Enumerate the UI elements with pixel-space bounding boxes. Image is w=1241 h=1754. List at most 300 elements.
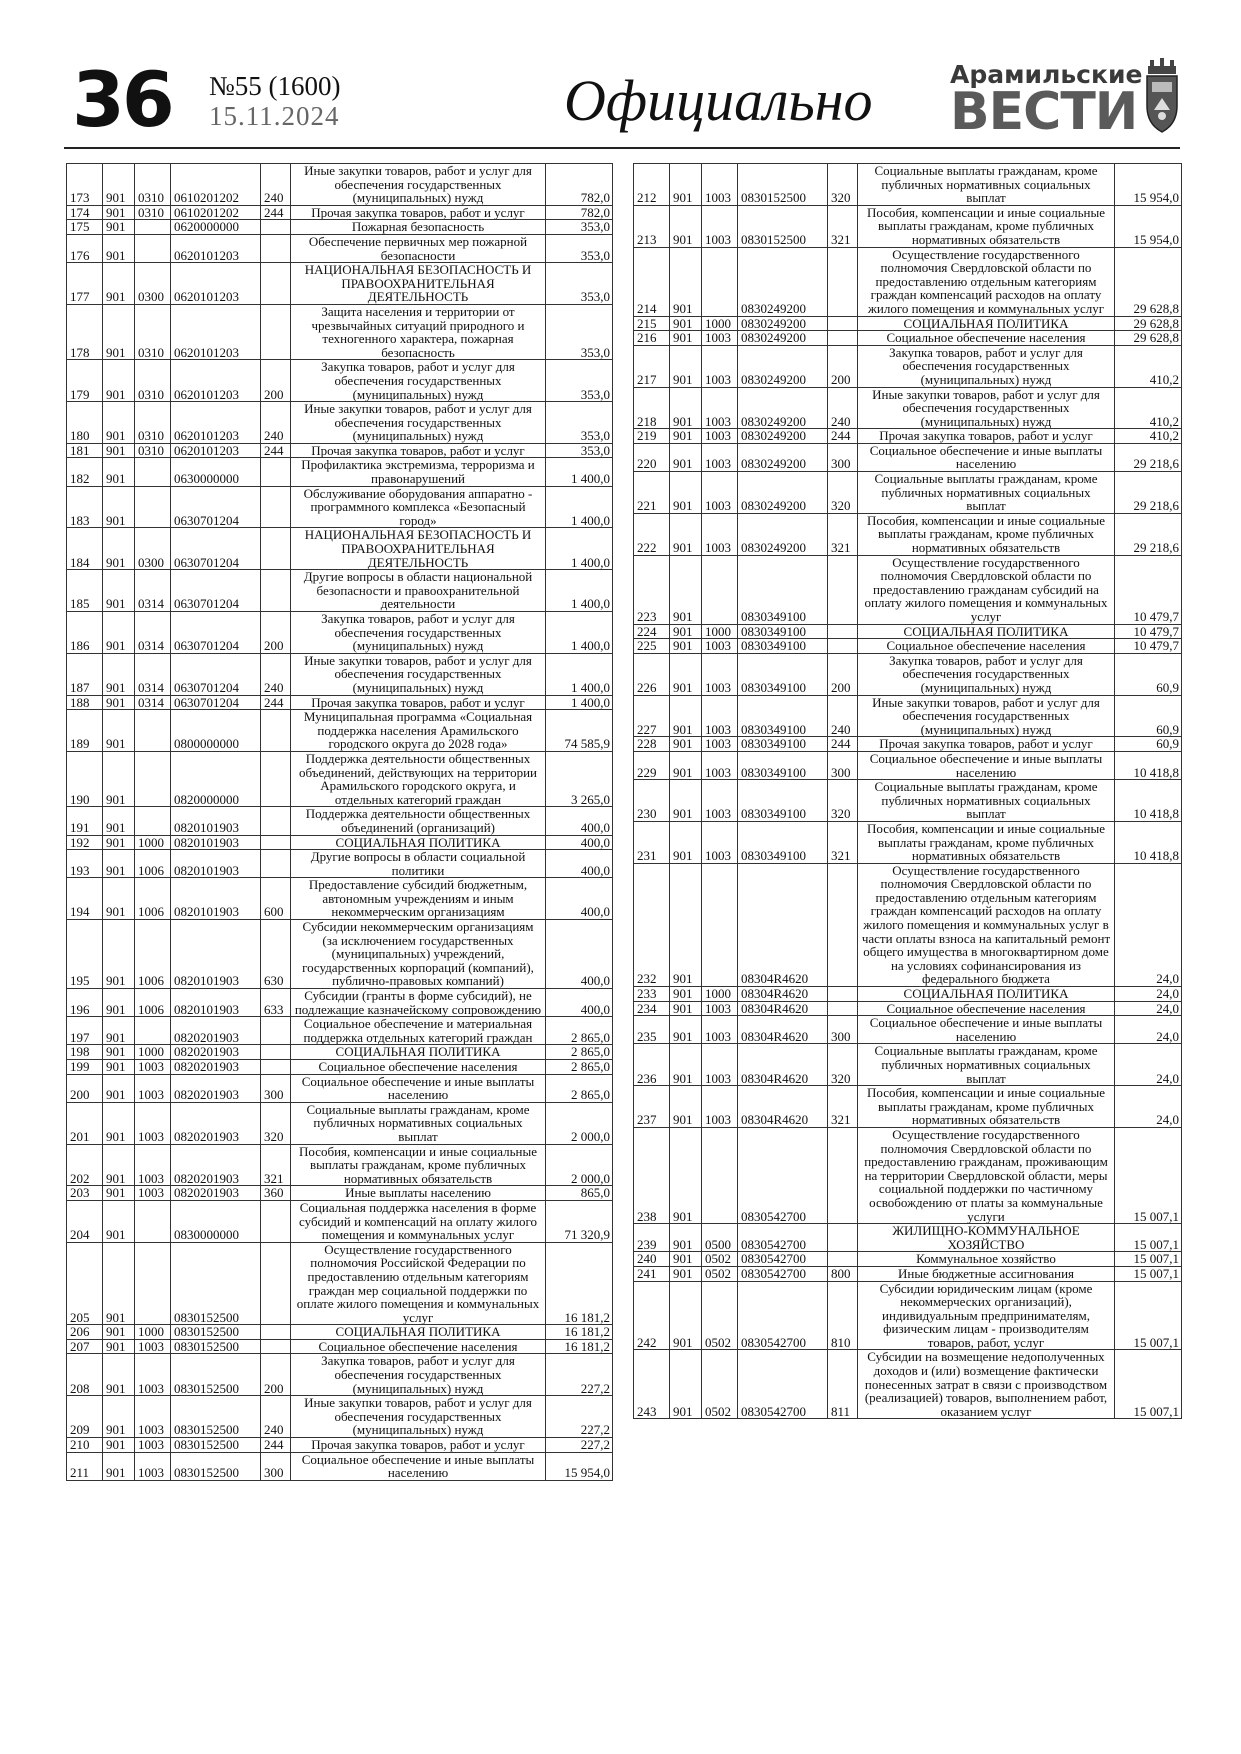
target-code: 0830249200 [738, 316, 828, 331]
item-name: Защита населения и территории от чрезвычайных ситуаций природного и техногенного характера, пожарная безопасность [291, 304, 546, 359]
amount: 1 400,0 [546, 570, 613, 612]
admin-code: 901 [103, 360, 135, 402]
admin-code: 901 [103, 989, 135, 1017]
item-name: Обслуживание оборудования аппаратно - программного комплекса «Безопасный город» [291, 486, 546, 528]
row-number: 204 [67, 1200, 103, 1242]
expense-type: 321 [828, 205, 858, 247]
table-row [634, 987, 1182, 1002]
section-code: 1003 [702, 1086, 738, 1128]
expense-type [261, 570, 291, 612]
item-name: Социальное обеспечение населения [291, 1339, 546, 1354]
expense-type [828, 1224, 858, 1252]
item-name: Социальное обеспечение и иные выплаты населению [858, 443, 1115, 471]
expense-type [261, 1242, 291, 1325]
target-code: 0820101903 [171, 850, 261, 878]
target-code: 0820101903 [171, 989, 261, 1017]
admin-code: 901 [103, 458, 135, 486]
section-code [135, 710, 171, 752]
row-number: 221 [634, 472, 670, 514]
admin-code: 901 [103, 695, 135, 710]
section-code [135, 486, 171, 528]
amount: 782,0 [546, 205, 613, 220]
amount: 10 418,8 [1115, 780, 1182, 822]
row-number: 184 [67, 528, 103, 570]
table-row [634, 1001, 1182, 1016]
admin-code: 901 [670, 1001, 702, 1016]
amount: 29 218,6 [1115, 513, 1182, 555]
table-row [634, 331, 1182, 346]
target-code: 0620101203 [171, 402, 261, 444]
admin-code: 901 [103, 402, 135, 444]
section-code [135, 458, 171, 486]
table-row [67, 1102, 613, 1144]
section-code: 1003 [135, 1144, 171, 1186]
amount: 60,9 [1115, 737, 1182, 752]
item-name: Иные закупки товаров, работ и услуг для обеспечения государственных (муниципальных) нужд [291, 653, 546, 695]
table-row [67, 1354, 613, 1396]
table-row [634, 205, 1182, 247]
item-name: СОЦИАЛЬНАЯ ПОЛИТИКА [858, 624, 1115, 639]
row-number: 237 [634, 1086, 670, 1128]
target-code: 0830249200 [738, 513, 828, 555]
section-code: 1000 [135, 1325, 171, 1340]
item-name: Пожарная безопасность [291, 220, 546, 235]
table-row [634, 863, 1182, 986]
expense-type: 240 [261, 1396, 291, 1438]
amount: 3 265,0 [546, 751, 613, 806]
target-code: 0630701204 [171, 695, 261, 710]
expense-type: 320 [828, 780, 858, 822]
expense-type: 244 [261, 205, 291, 220]
target-code: 08304R4620 [738, 987, 828, 1002]
table-row [634, 316, 1182, 331]
section-code: 1003 [702, 164, 738, 206]
amount: 24,0 [1115, 1016, 1182, 1044]
table-row [634, 1266, 1182, 1281]
expense-type [828, 639, 858, 654]
section-code: 1006 [135, 989, 171, 1017]
target-code: 0830349100 [738, 821, 828, 863]
section-code: 1003 [702, 780, 738, 822]
section-code [702, 247, 738, 316]
section-code: 1003 [702, 751, 738, 779]
row-number: 213 [634, 205, 670, 247]
section-code: 1003 [702, 387, 738, 429]
expense-type [828, 316, 858, 331]
row-number: 202 [67, 1144, 103, 1186]
row-number: 180 [67, 402, 103, 444]
target-code: 0620101203 [171, 263, 261, 305]
section-code [135, 220, 171, 235]
item-name: Социальные выплаты гражданам, кроме публичных нормативных социальных выплат [858, 472, 1115, 514]
item-name: Коммунальное хозяйство [858, 1252, 1115, 1267]
admin-code: 901 [103, 1242, 135, 1325]
amount: 10 479,7 [1115, 624, 1182, 639]
table-row [67, 1074, 613, 1102]
section-code: 1003 [135, 1354, 171, 1396]
brand-name-top: Арамильские [950, 60, 1143, 89]
expense-type: 321 [828, 513, 858, 555]
amount: 15 954,0 [1115, 205, 1182, 247]
expense-type: 811 [828, 1350, 858, 1419]
target-code: 0830249200 [738, 443, 828, 471]
section-code: 1006 [135, 850, 171, 878]
expense-type: 244 [261, 1438, 291, 1453]
expense-type: 300 [261, 1074, 291, 1102]
admin-code: 901 [670, 443, 702, 471]
budget-table-left [66, 163, 613, 1481]
section-code: 1003 [135, 1074, 171, 1102]
item-name: Социальное обеспечение населения [291, 1060, 546, 1075]
amount: 400,0 [546, 878, 613, 920]
section-code: 1000 [135, 835, 171, 850]
row-number: 176 [67, 234, 103, 262]
expense-type: 321 [828, 821, 858, 863]
target-code: 0610201202 [171, 205, 261, 220]
item-name: Субсидии некоммерческим организациям (за исключением государственных (муниципальных) учреждений, государственных корпораций (компаний), публично-правовых компаний) [291, 920, 546, 989]
item-name: Предоставление субсидий бюджетным, автономным учреждениям и иным некоммерческим организациям [291, 878, 546, 920]
item-name: Социальное обеспечение и иные выплаты населению [858, 751, 1115, 779]
table-row [67, 878, 613, 920]
section-code [135, 807, 171, 835]
item-name: Прочая закупка товаров, работ и услуг [291, 1438, 546, 1453]
amount: 2 000,0 [546, 1102, 613, 1144]
expense-type [261, 1200, 291, 1242]
admin-code: 901 [670, 1350, 702, 1419]
expense-type [261, 1017, 291, 1045]
section-code: 1003 [135, 1396, 171, 1438]
row-number: 192 [67, 835, 103, 850]
row-number: 242 [634, 1281, 670, 1350]
expense-type [261, 710, 291, 752]
target-code: 0820101903 [171, 878, 261, 920]
expense-type: 200 [261, 612, 291, 654]
row-number: 195 [67, 920, 103, 989]
admin-code: 901 [103, 835, 135, 850]
target-code: 0620101203 [171, 360, 261, 402]
row-number: 211 [67, 1452, 103, 1480]
expense-type [828, 247, 858, 316]
row-number: 220 [634, 443, 670, 471]
amount: 15 007,1 [1115, 1350, 1182, 1419]
table-row [67, 205, 613, 220]
expense-type [828, 331, 858, 346]
admin-code: 901 [103, 1354, 135, 1396]
row-number: 217 [634, 345, 670, 387]
table-row [634, 443, 1182, 471]
section-code: 0314 [135, 612, 171, 654]
table-row [67, 443, 613, 458]
admin-code: 901 [670, 555, 702, 624]
target-code: 0620101203 [171, 234, 261, 262]
admin-code: 901 [103, 164, 135, 206]
section-code: 1003 [702, 821, 738, 863]
expense-type [261, 835, 291, 850]
table-row [634, 751, 1182, 779]
item-name: Социальное обеспечение и иные выплаты населению [291, 1074, 546, 1102]
expense-type [261, 220, 291, 235]
table-row [634, 1252, 1182, 1267]
row-number: 201 [67, 1102, 103, 1144]
item-name: Социальное обеспечение населения [858, 331, 1115, 346]
expense-type [261, 263, 291, 305]
expense-type: 244 [261, 695, 291, 710]
admin-code: 901 [670, 695, 702, 737]
amount: 1 400,0 [546, 458, 613, 486]
section-code: 0314 [135, 570, 171, 612]
table-row [634, 513, 1182, 555]
item-name: Пособия, компенсации и иные социальные выплаты гражданам, кроме публичных нормативных обязательств [291, 1144, 546, 1186]
row-number: 193 [67, 850, 103, 878]
section-code: 1003 [702, 429, 738, 444]
expense-type: 240 [261, 653, 291, 695]
item-name: Прочая закупка товаров, работ и услуг [858, 737, 1115, 752]
admin-code: 901 [670, 863, 702, 986]
admin-code: 901 [103, 220, 135, 235]
section-code: 0502 [702, 1281, 738, 1350]
expense-type [261, 807, 291, 835]
amount: 16 181,2 [546, 1325, 613, 1340]
row-number: 223 [634, 555, 670, 624]
expense-type: 633 [261, 989, 291, 1017]
item-name: Иные выплаты населению [291, 1186, 546, 1201]
target-code: 0830542700 [738, 1252, 828, 1267]
target-code: 0620000000 [171, 220, 261, 235]
amount: 1 400,0 [546, 528, 613, 570]
table-row [67, 1438, 613, 1453]
table-row [67, 751, 613, 806]
item-name: Субсидии (гранты в форме субсидий), не подлежащие казначейскому сопровождению [291, 989, 546, 1017]
table-row [634, 387, 1182, 429]
admin-code: 901 [103, 751, 135, 806]
section-code: 1000 [702, 316, 738, 331]
section-title: Официально [564, 68, 873, 133]
target-code: 0830542700 [738, 1350, 828, 1419]
amount: 15 007,1 [1115, 1252, 1182, 1267]
expense-type: 300 [828, 751, 858, 779]
table-row [67, 1242, 613, 1325]
table-row [67, 486, 613, 528]
item-name: Прочая закупка товаров, работ и услуг [291, 443, 546, 458]
row-number: 236 [634, 1044, 670, 1086]
row-number: 231 [634, 821, 670, 863]
section-code [702, 555, 738, 624]
row-number: 173 [67, 164, 103, 206]
amount: 227,2 [546, 1438, 613, 1453]
target-code: 0820201903 [171, 1045, 261, 1060]
item-name: Закупка товаров, работ и услуг для обеспечения государственных (муниципальных) нужд [291, 1354, 546, 1396]
table-row [634, 624, 1182, 639]
amount: 2 865,0 [546, 1074, 613, 1102]
admin-code: 901 [670, 1252, 702, 1267]
section-code: 1000 [702, 987, 738, 1002]
expense-type: 320 [828, 164, 858, 206]
section-code: 0502 [702, 1350, 738, 1419]
expense-type [261, 528, 291, 570]
amount: 2 000,0 [546, 1144, 613, 1186]
target-code: 0830152500 [171, 1325, 261, 1340]
admin-code: 901 [670, 345, 702, 387]
row-number: 206 [67, 1325, 103, 1340]
section-code: 1003 [702, 1044, 738, 1086]
admin-code: 901 [103, 1017, 135, 1045]
target-code: 0820201903 [171, 1017, 261, 1045]
item-name: Субсидии юридическим лицам (кроме некоммерческих организаций), индивидуальным предпринимателям, физическим лицам - производителям товаров, работ, услуг [858, 1281, 1115, 1350]
item-name: Субсидии на возмещение недополученных доходов и (или) возмещение фактически понесенных затрат в связи с производством (реализацией) товаров, выполнением работ, оказанием услуг [858, 1350, 1115, 1419]
admin-code: 901 [103, 1144, 135, 1186]
issue-number: №55 (1600) [209, 71, 341, 101]
row-number: 189 [67, 710, 103, 752]
target-code: 0830152500 [738, 164, 828, 206]
item-name: СОЦИАЛЬНАЯ ПОЛИТИКА [291, 1325, 546, 1340]
table-row [67, 360, 613, 402]
row-number: 190 [67, 751, 103, 806]
expense-type: 320 [261, 1102, 291, 1144]
amount: 865,0 [546, 1186, 613, 1201]
table-row [67, 263, 613, 305]
admin-code: 901 [103, 234, 135, 262]
row-number: 175 [67, 220, 103, 235]
target-code: 0830249200 [738, 472, 828, 514]
row-number: 225 [634, 639, 670, 654]
item-name: ЖИЛИЩНО-КОММУНАЛЬНОЕ ХОЗЯЙСТВО [858, 1224, 1115, 1252]
item-name: Социальная поддержка населения в форме субсидий и компенсаций на оплату жилого помещения и коммунальных услуг [291, 1200, 546, 1242]
table-row [67, 402, 613, 444]
issue-date: 15.11.2024 [209, 101, 340, 131]
section-code: 0500 [702, 1224, 738, 1252]
expense-type [261, 850, 291, 878]
item-name: Иные бюджетные ассигнования [858, 1266, 1115, 1281]
amount: 400,0 [546, 989, 613, 1017]
section-code: 1006 [135, 920, 171, 989]
expense-type: 320 [828, 472, 858, 514]
admin-code: 901 [670, 513, 702, 555]
amount: 227,2 [546, 1396, 613, 1438]
item-name: Иные закупки товаров, работ и услуг для обеспечения государственных (муниципальных) нужд [291, 402, 546, 444]
table-row [67, 1017, 613, 1045]
expense-type [828, 1252, 858, 1267]
amount: 10 479,7 [1115, 555, 1182, 624]
item-name: Осуществление государственного полномочия Свердловской области по предоставлению отдельным категориям граждан компенсаций расходов на оплату жилого помещения и коммунальных услуг в части оплаты взноса на капитальный ремонт общего имущества в многоквартирном доме на условиях софинансирования из федерального бюджета [858, 863, 1115, 986]
section-code: 1003 [135, 1438, 171, 1453]
row-number: 238 [634, 1127, 670, 1223]
section-code: 0314 [135, 653, 171, 695]
table-row [67, 1144, 613, 1186]
section-code [135, 751, 171, 806]
table-row [634, 472, 1182, 514]
amount: 15 007,1 [1115, 1224, 1182, 1252]
row-number: 198 [67, 1045, 103, 1060]
admin-code: 901 [103, 1200, 135, 1242]
item-name: Поддержка деятельности общественных объединений, действующих на территории Арамильского городского округа, и отдельных категорий граждан [291, 751, 546, 806]
table-row [634, 1016, 1182, 1044]
item-name: Осуществление государственного полномочия Российской Федерации по предоставлению отдельным категориям граждан мер социальной поддержки по оплате жилого помещения и коммунальных услуг [291, 1242, 546, 1325]
section-code: 1003 [135, 1339, 171, 1354]
section-code: 1003 [702, 443, 738, 471]
section-code: 1006 [135, 878, 171, 920]
section-code: 0310 [135, 164, 171, 206]
amount: 400,0 [546, 807, 613, 835]
amount: 353,0 [546, 234, 613, 262]
admin-code: 901 [103, 528, 135, 570]
item-name: Закупка товаров, работ и услуг для обеспечения государственных (муниципальных) нужд [291, 360, 546, 402]
section-code [135, 1200, 171, 1242]
admin-code: 901 [103, 205, 135, 220]
table-row [67, 570, 613, 612]
expense-type [261, 486, 291, 528]
admin-code: 901 [670, 1127, 702, 1223]
item-name: Другие вопросы в области социальной политики [291, 850, 546, 878]
item-name: Пособия, компенсации и иные социальные выплаты гражданам, кроме публичных нормативных обязательств [858, 205, 1115, 247]
table-row [67, 1452, 613, 1480]
amount: 10 479,7 [1115, 639, 1182, 654]
item-name: Социальное обеспечение населения [858, 1001, 1115, 1016]
table-row [634, 1281, 1182, 1350]
expense-type [261, 1339, 291, 1354]
admin-code: 901 [103, 304, 135, 359]
row-number: 207 [67, 1339, 103, 1354]
table-row [634, 345, 1182, 387]
expense-type [828, 555, 858, 624]
expense-type: 300 [828, 443, 858, 471]
target-code: 0820201903 [171, 1074, 261, 1102]
amount: 410,2 [1115, 387, 1182, 429]
target-code: 0830152500 [171, 1438, 261, 1453]
amount: 29 218,6 [1115, 472, 1182, 514]
item-name: Осуществление государственного полномочия Свердловской области по предоставлению гражданам, проживающим на территории Свердловской области, меры социальной поддержки по частичному освобождению от платы за коммунальные услуги [858, 1127, 1115, 1223]
target-code: 0830349100 [738, 695, 828, 737]
section-code: 1003 [135, 1186, 171, 1201]
row-number: 228 [634, 737, 670, 752]
table-row [634, 555, 1182, 624]
row-number: 187 [67, 653, 103, 695]
row-number: 218 [634, 387, 670, 429]
section-code: 1000 [702, 624, 738, 639]
admin-code: 901 [670, 653, 702, 695]
item-name: НАЦИОНАЛЬНАЯ БЕЗОПАСНОСТЬ И ПРАВООХРАНИТЕЛЬНАЯ ДЕЯТЕЛЬНОСТЬ [291, 263, 546, 305]
section-code: 1000 [135, 1045, 171, 1060]
row-number: 240 [634, 1252, 670, 1267]
section-code: 1003 [702, 1016, 738, 1044]
row-number: 174 [67, 205, 103, 220]
amount: 353,0 [546, 443, 613, 458]
table-row [67, 234, 613, 262]
expense-type: 200 [828, 653, 858, 695]
target-code: 0820101903 [171, 920, 261, 989]
table-row [67, 1200, 613, 1242]
admin-code: 901 [670, 164, 702, 206]
item-name: Прочая закупка товаров, работ и услуг [291, 695, 546, 710]
amount: 1 400,0 [546, 695, 613, 710]
item-name: Социальные выплаты гражданам, кроме публичных нормативных социальных выплат [858, 1044, 1115, 1086]
expense-type [261, 1045, 291, 1060]
admin-code: 901 [103, 850, 135, 878]
target-code: 0830542700 [738, 1127, 828, 1223]
target-code: 0630701204 [171, 528, 261, 570]
expense-type [261, 458, 291, 486]
admin-code: 901 [670, 429, 702, 444]
target-code: 0830349100 [738, 653, 828, 695]
expense-type [261, 304, 291, 359]
table-row [67, 695, 613, 710]
target-code: 0630701204 [171, 612, 261, 654]
admin-code: 901 [670, 1044, 702, 1086]
amount: 71 320,9 [546, 1200, 613, 1242]
amount: 60,9 [1115, 695, 1182, 737]
admin-code: 901 [103, 653, 135, 695]
row-number: 191 [67, 807, 103, 835]
table-row [634, 1224, 1182, 1252]
